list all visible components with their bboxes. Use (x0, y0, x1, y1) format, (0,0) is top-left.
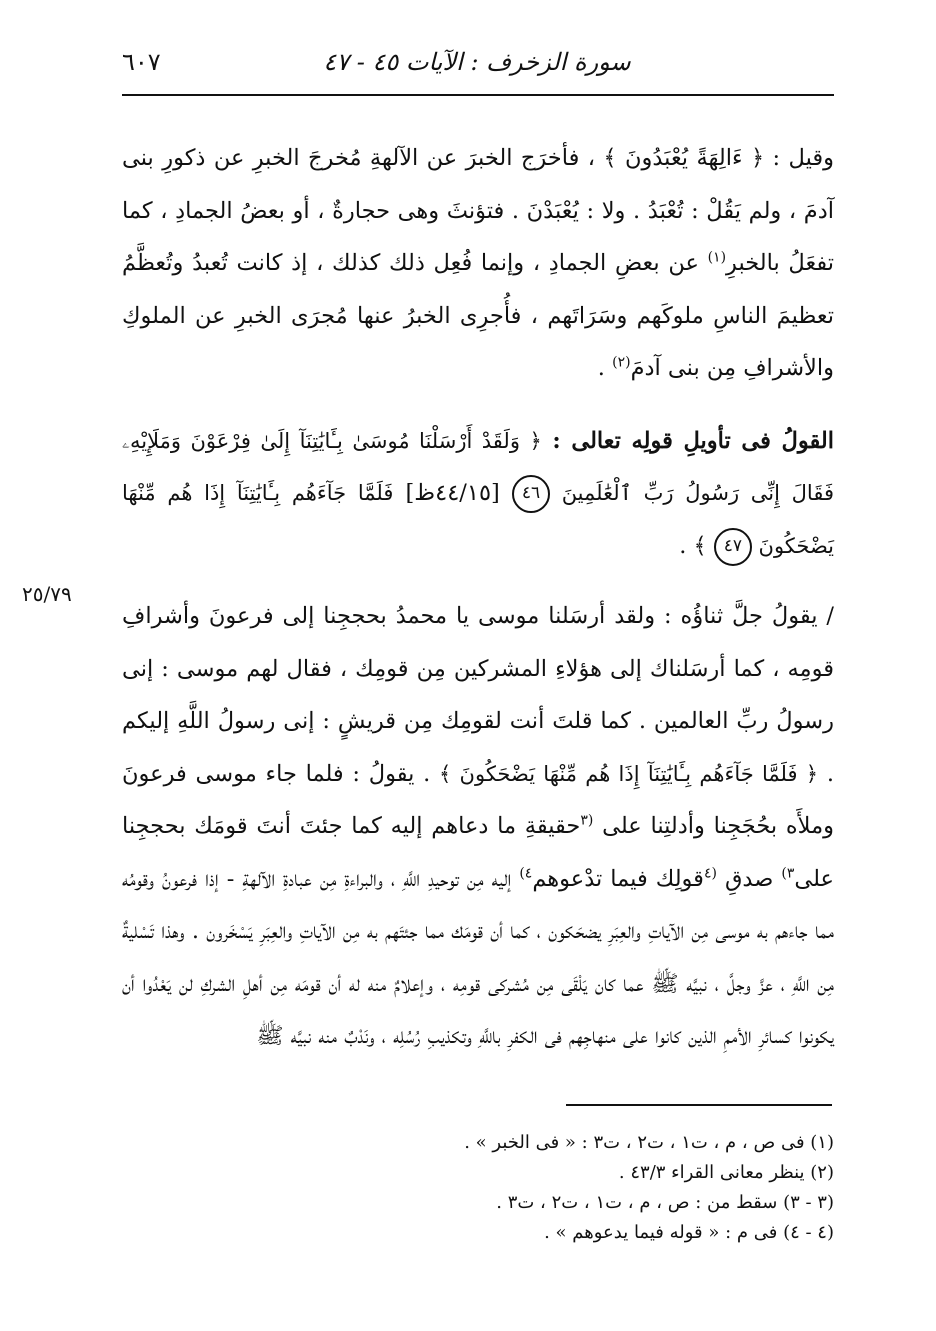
paragraph-3-text-f: إليه مِن توحيدِ اللَّهِ ، والبراءةِ مِن عبادةِ الآلهةِ - إذا فرعونُ وقومُه مما جاءهم به موسى مِن الآياتِ والعِبَرِ يضحَكون ، كما أن قومَك مما جئتَهم به مِن الآياتِ والعِبَرِ يَسْخَرون . وهذا تَسْليةٌ مِن اللَّهِ ، عزَّ وجلَّ ، نبيَّه ﷺ عما كان يَلْقَى مِن مُشركى قومِه ، وإعلامٌ منه له أن قومَه مِن أهلِ الشركِ لن يَعْدُوا أن يكونوا كسائرِ الأممِ الذين كانوا على منهاجِهم فى الكفرِ باللَّهِ وتكذيبِ رُسُلِه ، ونَدْبٌ منه نبيَّه ﷺ (122, 865, 834, 1049)
paragraph-1-text-b: عن بعضِ الجمادِ ، وإنما فُعِل ذلك كذلك ، إذ كانت تُعبدُ وتُعظَّمُ تعظيمَ الناسِ ملوكَهم وسَرَاتَهم ، فأُجرِى الخبرُ عنها مُجرَى الخبرِ عن الملوكِ والأشرافِ مِن بنى آدمَ (122, 250, 834, 381)
ayah-number-47: ٤٧ (714, 528, 752, 566)
footnote-ref-4-open: (٤ (703, 865, 717, 881)
paragraph-3-text-c: حقيقةِ ما دعاهم إليه كما جئتَ أنتَ قومَك بحججِنا على (122, 813, 834, 892)
paragraph-3 (122, 590, 834, 1063)
margin-reference: ٢٥/٧٩ (22, 582, 72, 606)
quran-quote: ﴿ فَلَمَّا جَآءَهُم بِـَٔايَٰتِنَآ إِذَا هُم مِّنْهَا يَضْحَكُونَ ﴾ (438, 761, 819, 786)
footnote-ref-1: (١) (707, 249, 727, 266)
footnotes (122, 1128, 834, 1248)
paragraph-3-text-b: . يقولُ : فلما جاء موسى فرعونَ وملأَه بحُجَجِنا وأدلتِنا على (122, 760, 834, 839)
paragraph-1-text-a: وقيل : ﴿ ءَالِهَةً يُعْبَدُونَ ﴾ ، فأخرَج الخبرَ عن الآلهةِ مُخرجَ الخبرِ عن ذكورِ بنى آدمَ ، ولم يَقُلْ : تُعْبَدُ . ولا : يُعْبَدْنَ . فتؤنثَ وهى حجارةٌ ، أو بعضُ الجمادِ ، كما تفعَلُ بالخبرِ (122, 145, 834, 276)
paragraph-1 (122, 132, 834, 395)
running-title: سورة الزخرف : الآيات ٤٥ - ٤٧ (323, 48, 631, 76)
paragraph-3-text-e: قولِك فيما تدْعوهم (532, 865, 704, 892)
footnote-1: (١) فى ص ، م ، ت١ ، ت٢ ، ت٣ : « فى الخبر » . (464, 1132, 834, 1153)
footnote-ref-4-close: ٤) (519, 865, 533, 881)
header-divider (122, 94, 834, 96)
main-text (122, 132, 834, 1063)
quran-verse-46: ﴿ وَلَقَدْ أَرْسَلْنَا مُوسَىٰ بِـَٔايَٰتِنَآ إِلَىٰ فِرْعَوْنَ وَمَلَإِيْهِۦ فَقَالَ إِنِّى رَسُولُ رَبِّ ٱلْعَٰلَمِينَ (122, 428, 834, 505)
footnote-2: (٢) ينظر معانى القراء ٤٣/٣ . (618, 1162, 834, 1183)
quran-verse-47: فَلَمَّا جَآءَهُم بِـَٔايَٰتِنَآ إِذَا هُم مِّنْهَا يَضْحَكُونَ (122, 481, 834, 558)
footnote-ref-2: (٢) (612, 354, 631, 371)
paragraph-2 (122, 415, 834, 573)
manuscript-reference: [٤٤/١٥ظ] (393, 480, 512, 506)
footnote-4: (٤ - ٤) فى م : « قوله فيما يدعوهم » . (544, 1222, 834, 1243)
section-heading: القولُ فى تأويلِ قولِه تعالى : (541, 427, 834, 454)
footnote-ref-3-close: ٣) (781, 865, 795, 881)
footnote-3: (٣ - ٣) سقط من : ص ، م ، ت١ ، ت٢ ، ت٣ . (496, 1192, 834, 1213)
page-header (122, 42, 832, 88)
page-number: ٦٠٧ (122, 48, 161, 76)
footnote-divider (566, 1104, 832, 1106)
paragraph-3-text-d: صدقِ (716, 865, 782, 892)
footnote-ref-3-open: (٣ (580, 812, 594, 829)
paragraph-3-text-a: / يقولُ جلَّ ثناؤُه : ولقد أرسَلنا موسى يا محمدُ بحججِنا إلى فرعونَ وأشرافِ قومِه ، كما أرسَلناك إلى هؤلاءِ المشركين مِن قومِك ، فقال لهم موسى : إنى رسولُ ربِّ العالمين . كما قلتَ أنت لقومِك مِن قريشٍ : إنى رسولُ اللَّهِ إليكم . (122, 603, 834, 787)
ayah-number-46: ٤٦ (512, 475, 550, 513)
verse-close: ﴾ . (679, 532, 714, 559)
paragraph-1-text-c: . (597, 355, 613, 381)
